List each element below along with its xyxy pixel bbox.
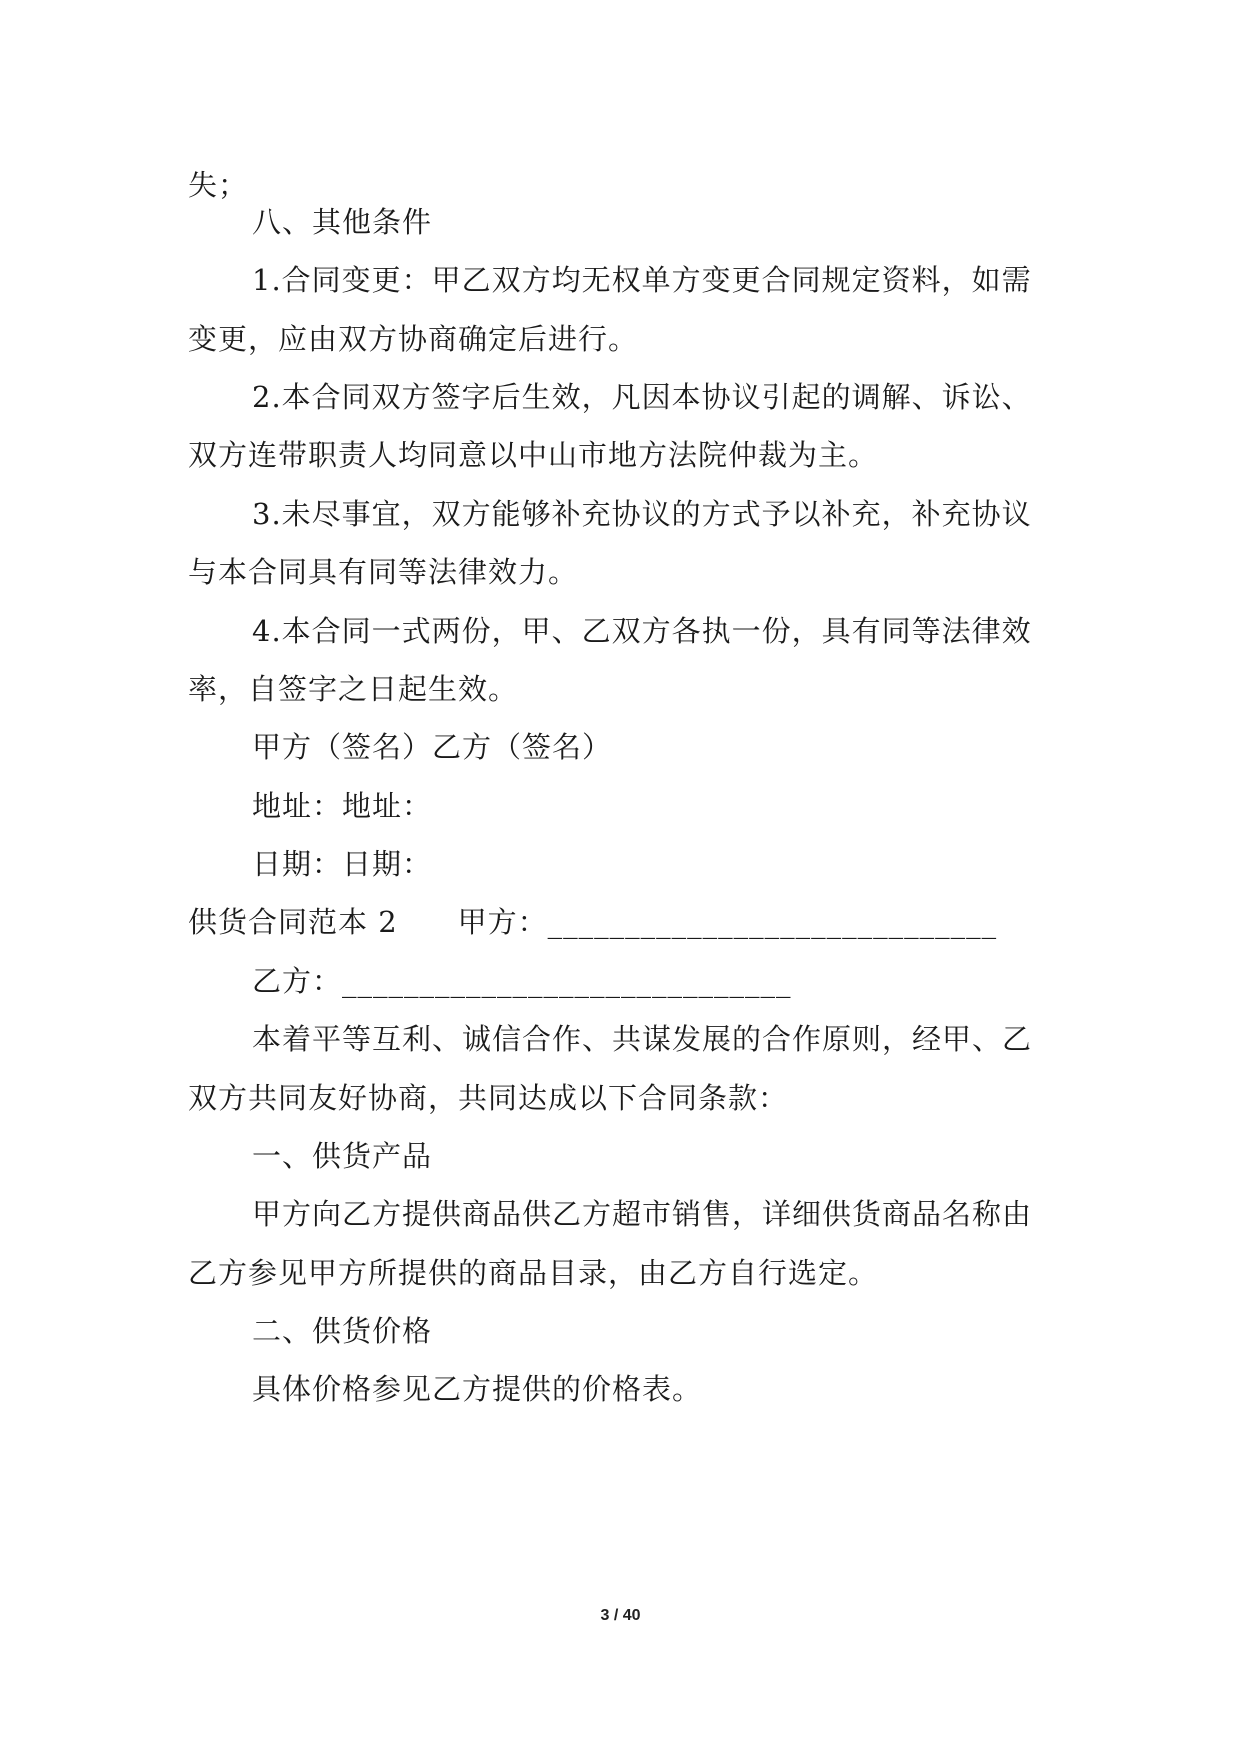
signature-line: 甲方（签名）乙方（签名） xyxy=(252,730,613,764)
page-number: 3 / 40 xyxy=(600,1607,641,1624)
paragraph-line: 与本合同具有同等法律效力。 xyxy=(188,555,579,589)
paragraph-line: 双方连带职责人均同意以中山市地方法院仲裁为主。 xyxy=(188,438,879,472)
section-heading: 二、供货价格 xyxy=(252,1314,433,1348)
paragraph-line: 乙方参见甲方所提供的商品目录，由乙方自行选定。 xyxy=(188,1256,879,1290)
paragraph-line: 2.本合同双方签字后生效，凡因本协议引起的调解、诉讼、 xyxy=(252,380,1032,414)
paragraph-line: 双方共同友好协商，共同达成以下合同条款： xyxy=(188,1081,789,1115)
paragraph-line: 1.合同变更：甲乙双方均无权单方变更合同规定资料，如需 xyxy=(252,263,1032,297)
paragraph-line: 4.本合同一式两份，甲、乙双方各执一份，具有同等法律效 xyxy=(252,614,1032,648)
party-b-line: 乙方：_____________________________ xyxy=(252,964,792,998)
paragraph-line: 失； xyxy=(188,168,249,202)
paragraph-line: 本着平等互利、诚信合作、共谋发展的合作原则，经甲、乙 xyxy=(252,1022,1033,1056)
paragraph-line: 具体价格参见乙方提供的价格表。 xyxy=(252,1372,703,1406)
contract-title-line: 供货合同范本 2 甲方：_____________________________ xyxy=(188,905,998,939)
address-line: 地址：地址： xyxy=(252,789,433,823)
section-heading: 一、供货产品 xyxy=(252,1139,433,1173)
section-heading: 八、其他条件 xyxy=(252,205,433,239)
paragraph-line: 3.未尽事宜，双方能够补充协议的方式予以补充，补充协议 xyxy=(252,497,1032,531)
paragraph-line: 甲方向乙方提供商品供乙方超市销售，详细供货商品名称由 xyxy=(252,1197,1033,1231)
paragraph-line: 变更，应由双方协商确定后进行。 xyxy=(188,322,639,356)
paragraph-line: 率，自签字之日起生效。 xyxy=(188,672,519,706)
date-line: 日期：日期： xyxy=(252,847,433,881)
